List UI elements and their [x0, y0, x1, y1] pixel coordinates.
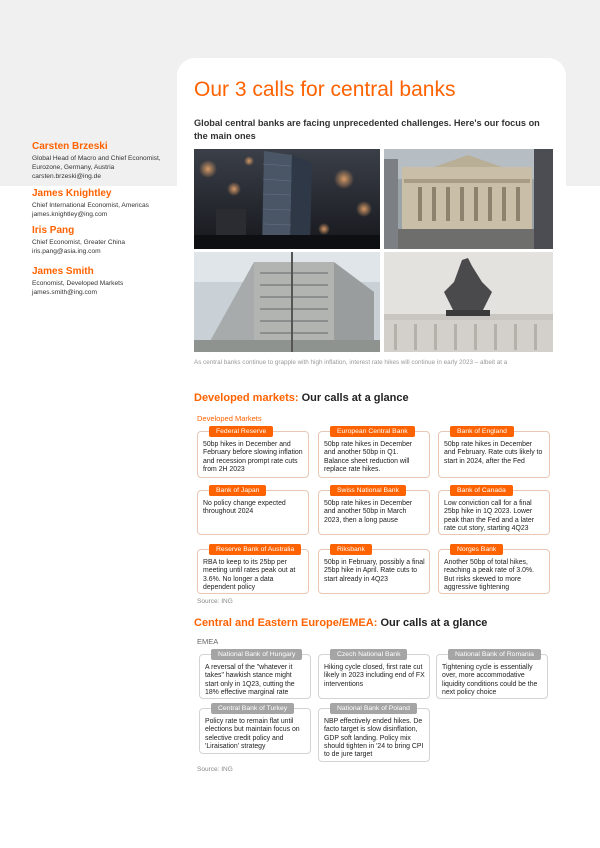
author-role: Chief International Economist, Americas	[32, 202, 149, 209]
central-bank-card	[438, 487, 550, 535]
central-bank-card	[197, 546, 309, 594]
central-bank-tag: Riksbank	[330, 544, 372, 555]
author-block	[32, 188, 172, 219]
author-name: Carsten Brzeski	[32, 141, 108, 152]
central-bank-card	[318, 546, 430, 594]
central-bank-call: Low conviction call for a final 25bp hike in 1Q 2023. Lower peak than the Fed and a later rate cut story, starting 4Q23	[444, 500, 535, 532]
central-bank-call: A reversal of the "whatever it takes" hawkish stance might start only in 1Q23, cutting the 18% effective marginal rate	[205, 664, 295, 696]
central-bank-tag: Bank of Canada	[450, 485, 513, 496]
central-bank-tag: Czech National Bank	[330, 649, 407, 660]
author-email[interactable]: iris.pang@asia.ing.com	[32, 248, 101, 255]
pboc-building-photo	[194, 252, 380, 352]
author-block	[32, 225, 172, 256]
author-block	[32, 266, 172, 297]
central-bank-card	[436, 651, 548, 699]
central-bank-tag: Norges Bank	[450, 544, 503, 555]
central-bank-tag: Federal Reserve	[209, 426, 273, 437]
central-bank-call: Tightening cycle is essentially over, more accommodative liquidity conditions could be the next policy choice	[442, 664, 538, 696]
author-name: James Smith	[32, 266, 94, 277]
photo-caption: As central banks continue to grapple with high inflation, interest rate hikes will continue in early 2023 – albeit at a	[194, 359, 508, 366]
ecb-tower-photo	[194, 149, 380, 249]
central-bank-card	[318, 705, 430, 762]
central-bank-call: Policy rate to remain flat until elections but maintain focus on selective credit policy and 'Liraisation' strategy	[205, 718, 300, 750]
central-bank-card	[197, 487, 309, 535]
central-bank-tag: Bank of Japan	[209, 485, 266, 496]
developed-source: Source: ING	[197, 598, 233, 605]
central-bank-card	[197, 428, 309, 478]
author-role: Chief Economist, Greater China	[32, 239, 126, 246]
central-bank-tag: Swiss National Bank	[330, 485, 406, 496]
central-bank-card	[318, 428, 430, 478]
central-bank-tag: Reserve Bank of Australia	[209, 544, 301, 555]
central-bank-tag: Bank of England	[450, 426, 514, 437]
central-bank-tag: National Bank of Poland	[330, 703, 417, 714]
central-bank-call: 50bp in February, possibly a final 25bp hike in April. Rate cuts to start already in 4Q23	[324, 559, 425, 583]
bank-of-england-photo	[384, 149, 553, 249]
author-block	[32, 141, 172, 181]
page-subtitle: Global central banks are facing unprecedented challenges. Here's our focus on the main ones	[194, 118, 540, 141]
cee-source: Source: ING	[197, 766, 233, 773]
central-bank-card	[199, 705, 311, 754]
author-name: James Knightley	[32, 188, 112, 199]
author-role: Economist, Developed Markets	[32, 280, 124, 287]
central-bank-call: Another 50bp of total hikes, reaching a peak rate of 3.0%. But risks skewed to more aggressive tightening	[444, 559, 535, 591]
cee-title-accent: Central and Eastern Europe/EMEA:	[194, 617, 378, 629]
central-bank-tag: Central Bank of Turkey	[211, 703, 294, 714]
author-email[interactable]: james.knightley@ing.com	[32, 211, 108, 218]
developed-title-accent: Developed markets:	[194, 392, 299, 404]
central-bank-call: Hiking cycle closed, first rate cut likely in 2023 including end of FX interventions	[324, 664, 425, 688]
central-bank-call: 50bp rate hikes in December and February. Rate cuts likely to start in 2024, after the Fed	[444, 441, 543, 465]
author-name: Iris Pang	[32, 225, 75, 236]
page-title: Our 3 calls for central banks	[194, 78, 456, 101]
cee-section-title	[194, 617, 487, 629]
central-bank-card	[438, 546, 550, 594]
central-bank-call: 50bp hikes in December and February before slowing inflation and recession prompt rate cuts from 2H 2023	[203, 441, 303, 473]
central-bank-tag: National Bank of Romania	[448, 649, 541, 660]
central-bank-card	[438, 428, 550, 478]
author-email[interactable]: james.smith@ing.com	[32, 289, 97, 296]
central-bank-call: NBP effectively ended hikes. De facto target is slow disinflation, GDP soft landing. Policy mix should tighten in '24 to bring CPI to de jure target	[324, 718, 424, 759]
central-bank-call: 50bp rate hikes in December and another 50bp in March 2023, then a long pause	[324, 500, 413, 524]
central-bank-tag: National Bank of Hungary	[211, 649, 302, 660]
central-bank-card	[318, 487, 430, 535]
author-role: Global Head of Macro and Chief Economist, Eurozone, Germany, Austria	[32, 155, 161, 171]
emea-label: EMEA	[197, 637, 219, 646]
central-bank-call: 50bp rate hikes in December and another 50bp in Q1. Balance sheet reduction will replace rate hikes.	[324, 441, 413, 473]
central-bank-card	[318, 651, 430, 699]
developed-title-rest: Our calls at a glance	[301, 392, 409, 404]
central-bank-call: No policy change expected throughout 2024	[203, 500, 286, 516]
central-bank-call: RBA to keep to its 25bp per meeting until rates peak out at 3.6%. No longer a data dependent policy	[203, 559, 296, 591]
eagle-sculpture-photo	[384, 252, 553, 352]
author-email[interactable]: carsten.brzeski@ing.de	[32, 173, 101, 180]
developed-markets-label: Developed Markets	[197, 414, 262, 423]
developed-section-title	[194, 392, 409, 404]
cee-title-rest: Our calls at a glance	[380, 617, 488, 629]
central-bank-card	[199, 651, 311, 699]
central-bank-tag: European Central Bank	[330, 426, 415, 437]
